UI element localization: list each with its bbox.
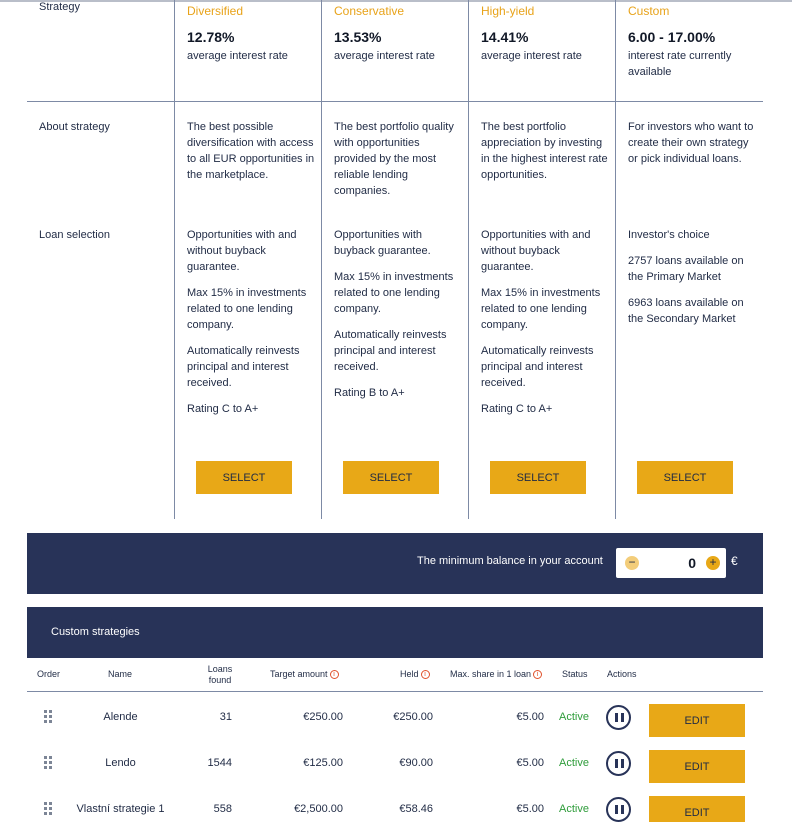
- table-row: [27, 792, 763, 822]
- select-conservative-button[interactable]: SELECT: [343, 461, 439, 494]
- strategy-about: The best portfolio quality with opportunities provided by the most reliable lending companies.: [334, 121, 454, 197]
- max-share-cell: €5.00: [516, 711, 544, 723]
- drag-handle-icon[interactable]: [44, 756, 53, 768]
- strategy-about: For investors who want to create their own strategy or pick individual loans.: [628, 121, 754, 165]
- loan-selection-item: Max 15% in investments related to one lending company.: [334, 271, 454, 315]
- pause-icon[interactable]: [606, 751, 631, 776]
- strategy-about: The best possible diversification with access to all EUR opportunities in the marketplace.: [187, 121, 315, 181]
- custom-strategies-title: Custom strategies: [51, 626, 140, 638]
- table-header-divider: [27, 691, 763, 692]
- strategy-rate-caption: average interest rate: [187, 50, 288, 62]
- held-cell: €250.00: [393, 711, 433, 723]
- currency-symbol: €: [731, 554, 738, 568]
- strategy-name-cell: Alende: [103, 711, 138, 723]
- strategy-rate-caption: average interest rate: [481, 50, 582, 62]
- strategy-name: High-yield: [481, 4, 535, 18]
- loans-found-cell: 558: [213, 803, 232, 815]
- strategy-rate: 13.53%: [334, 29, 382, 45]
- loan-selection-item: Rating C to A+: [481, 403, 553, 415]
- held-cell: €90.00: [399, 757, 433, 769]
- strategy-name: Diversified: [187, 4, 244, 18]
- strategy-rate-caption: average interest rate: [334, 50, 435, 62]
- strategy-rate: 12.78%: [187, 29, 235, 45]
- select-custom-button[interactable]: SELECT: [637, 461, 733, 494]
- loan-selection-item: Opportunities with and without buyback guarantee.: [187, 229, 297, 273]
- table-row: [27, 700, 763, 746]
- status-badge: Active: [559, 711, 589, 723]
- row-label-about: About strategy: [39, 121, 110, 133]
- max-share-cell: €5.00: [516, 757, 544, 769]
- loan-selection-item: Max 15% in investments related to one lending company.: [481, 287, 601, 331]
- minimum-balance-stepper[interactable]: [616, 548, 726, 578]
- info-icon[interactable]: i: [330, 670, 339, 679]
- loan-selection-item: 2757 loans available on the Primary Market: [628, 255, 744, 283]
- max-share-cell: €5.00: [516, 803, 544, 815]
- loans-found-cell: 31: [219, 711, 232, 723]
- strategy-loan-selection: [187, 227, 315, 427]
- target-amount-cell: €250.00: [303, 711, 343, 723]
- loan-selection-item: 6963 loans available on the Secondary Market: [628, 297, 744, 325]
- held-cell: €58.46: [399, 803, 433, 815]
- strategy-name: Conservative: [334, 4, 405, 18]
- strategy-rate-caption: interest rate currently available: [628, 50, 732, 78]
- select-diversified-button[interactable]: SELECT: [196, 461, 292, 494]
- minimum-balance-label: The minimum balance in your account: [417, 555, 603, 567]
- column-header-max-share: Max. share in 1 loan i: [450, 669, 542, 680]
- strategy-column-diversified: [175, 0, 315, 520]
- table-row: [27, 746, 763, 792]
- edit-button[interactable]: EDIT: [649, 750, 745, 783]
- row-label-strategy: Strategy: [39, 1, 80, 13]
- loan-selection-item: Automatically reinvests principal and interest received.: [481, 345, 594, 389]
- status-badge: Active: [559, 803, 589, 815]
- pause-icon[interactable]: [606, 705, 631, 730]
- drag-handle-icon[interactable]: [44, 710, 53, 722]
- column-header-target-amount: Target amount i: [270, 669, 339, 680]
- strategy-name: Custom: [628, 4, 670, 18]
- strategy-rate: 6.00 - 17.00%: [628, 29, 716, 45]
- minimum-balance-bar: [27, 533, 763, 594]
- loan-selection-item: Rating B to A+: [334, 387, 405, 399]
- strategy-name-cell: Lendo: [105, 757, 136, 769]
- select-high-yield-button[interactable]: SELECT: [490, 461, 586, 494]
- info-icon[interactable]: i: [421, 670, 430, 679]
- strategy-rate: 14.41%: [481, 29, 529, 45]
- plus-icon[interactable]: +: [706, 556, 720, 570]
- edit-button[interactable]: EDIT: [649, 796, 745, 822]
- target-amount-cell: €125.00: [303, 757, 343, 769]
- strategy-loan-selection: [628, 227, 756, 337]
- info-icon[interactable]: i: [533, 670, 542, 679]
- strategy-comparison-table: [27, 0, 763, 520]
- status-badge: Active: [559, 757, 589, 769]
- minimum-balance-value[interactable]: 0: [688, 555, 696, 571]
- strategy-name-cell: Vlastní strategie 1: [76, 803, 165, 815]
- column-header-held: Held i: [400, 669, 430, 680]
- strategy-loan-selection: [334, 227, 462, 411]
- target-amount-cell: €2,500.00: [294, 803, 343, 815]
- edit-button[interactable]: EDIT: [649, 704, 745, 737]
- loan-selection-item: Max 15% in investments related to one lending company.: [187, 287, 307, 331]
- row-label-loan-selection: Loan selection: [39, 229, 110, 241]
- pause-icon[interactable]: [606, 797, 631, 822]
- drag-handle-icon[interactable]: [44, 802, 53, 814]
- column-header-name: Name: [108, 669, 133, 679]
- loan-selection-item: Rating C to A+: [187, 403, 259, 415]
- strategy-column-high-yield: [469, 0, 608, 520]
- strategy-column-conservative: [322, 0, 457, 520]
- loan-selection-item: Opportunities with buyback guarantee.: [334, 229, 431, 257]
- column-header-status: Status: [562, 669, 588, 679]
- loan-selection-item: Investor's choice: [628, 229, 710, 241]
- loan-selection-item: Opportunities with and without buyback guarantee.: [481, 229, 591, 273]
- loan-selection-item: Automatically reinvests principal and interest received.: [187, 345, 300, 389]
- strategy-loan-selection: [481, 227, 609, 427]
- minus-icon[interactable]: −: [625, 556, 639, 570]
- loans-found-cell: 1544: [207, 757, 232, 769]
- column-header-actions: Actions: [607, 669, 637, 679]
- loan-selection-item: Automatically reinvests principal and interest received.: [334, 329, 447, 373]
- column-header-loans-found: Loans found: [207, 664, 233, 685]
- strategy-about: The best portfolio appreciation by investing in the highest interest rate opportunities.: [481, 121, 608, 181]
- strategy-column-custom: [616, 0, 754, 520]
- column-header-order: Order: [37, 669, 61, 679]
- custom-strategies-header: [27, 607, 763, 658]
